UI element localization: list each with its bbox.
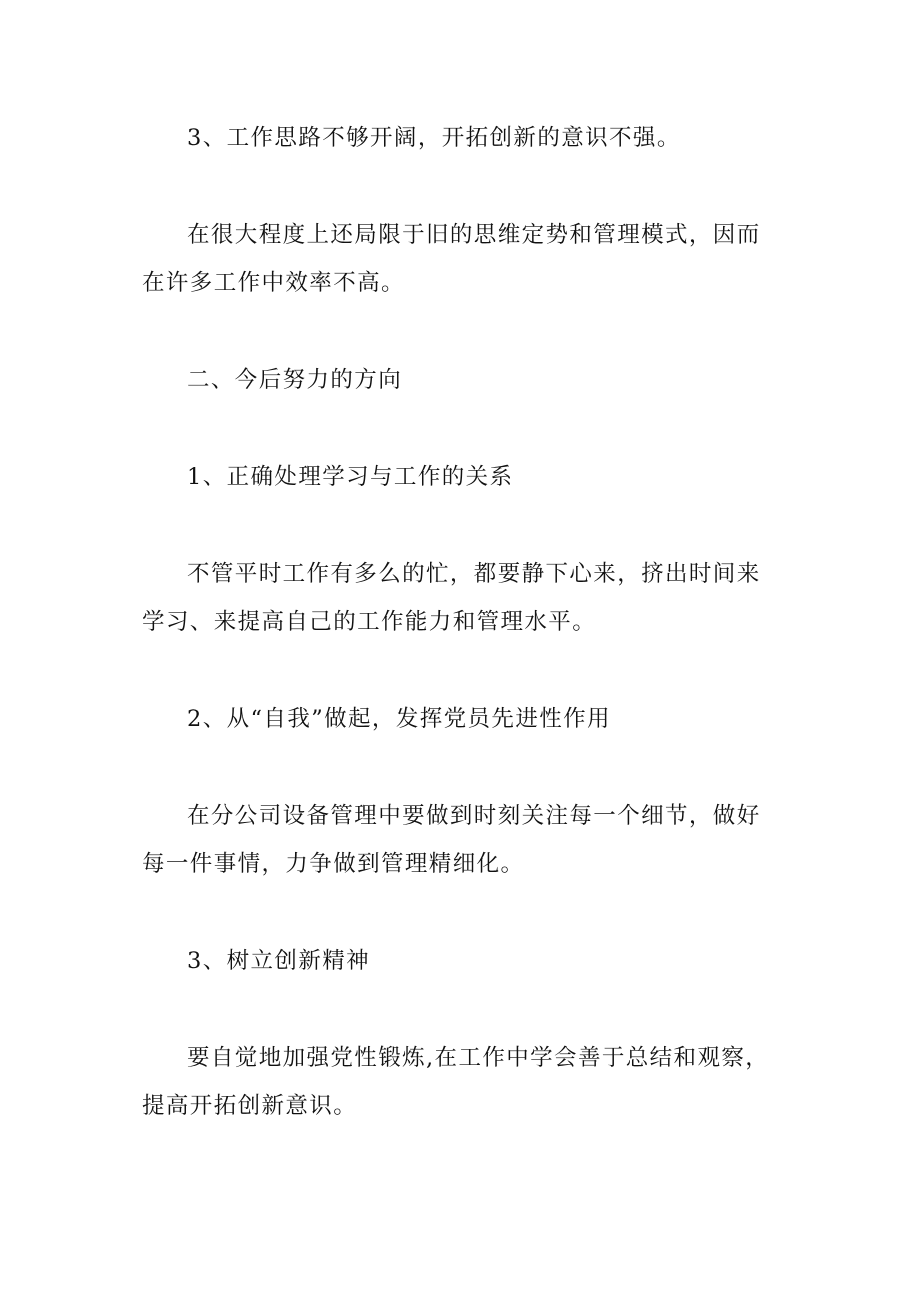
paragraph-direction-1-heading: 1、正确处理学习与工作的关系 <box>187 464 514 490</box>
paragraph-problem-3-text: 在很大程度上还局限于旧的思维定势和管理模式，因而在许多工作中效率不高。 <box>142 222 761 296</box>
paragraph-direction-3-heading: 3、树立创新精神 <box>187 948 371 974</box>
paragraph-direction-2-heading: 2、从“自我”做起，发挥党员先进性作用 <box>187 706 611 732</box>
paragraph-direction-3-text: 要自觉地加强党性锻炼,在工作中学会善于总结和观察，提高开拓创新意识。 <box>142 1045 770 1119</box>
section-heading-future-direction: 二、今后努力的方向 <box>187 367 403 393</box>
paragraph-problem-3-heading: 3、工作思路不够开阔，开拓创新的意识不强。 <box>187 125 681 151</box>
document-body <box>142 114 782 1179</box>
paragraph-direction-2-text: 在分公司设备管理中要做到时刻关注每一个细节，做好每一件事情，力争做到管理精细化。 <box>142 803 761 877</box>
paragraph-direction-1-text: 不管平时工作有多么的忙，都要静下心来，挤出时间来学习、来提高自己的工作能力和管理水平。 <box>142 561 761 635</box>
